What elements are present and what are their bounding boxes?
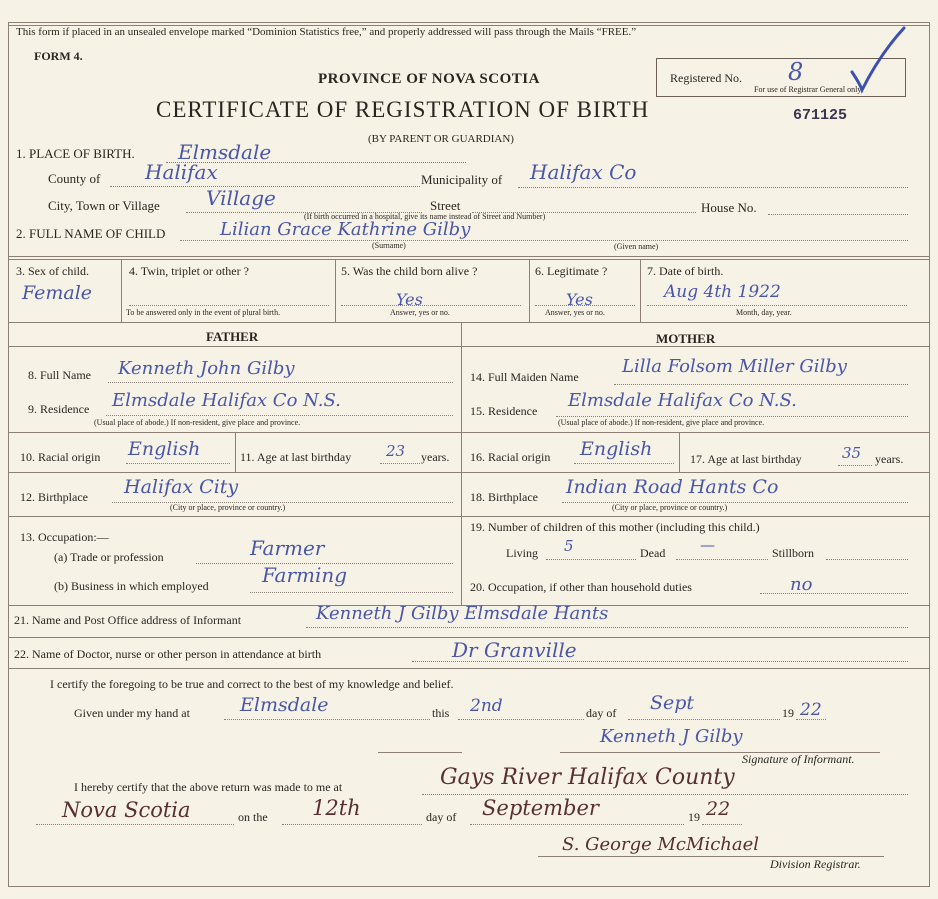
dotted-line — [36, 824, 234, 825]
mother-birthplace-note: (City or place, province or country.) — [612, 503, 728, 512]
surname-note: (Surname) — [372, 241, 406, 250]
alive-note: Answer, yes or no. — [390, 308, 450, 317]
dotted-line — [556, 416, 908, 417]
certificate-title: CERTIFICATE OF REGISTRATION OF BIRTH — [156, 97, 650, 122]
father-residence-value: Elmsdale Halifax Co N.S. — [112, 390, 341, 411]
rule — [8, 668, 929, 669]
mother-occupation-label: 20. Occupation, if other than household duties — [470, 580, 692, 594]
rule — [8, 472, 929, 473]
certificate-subtitle: (BY PARENT OR GUARDIAN) — [368, 133, 514, 145]
certify-statement: I certify the foregoing to be true and correct to the best of my knowledge and belief. — [50, 677, 454, 691]
mother-name-value: Lilla Folsom Miller Gilby — [622, 356, 847, 377]
dead-value: — — [700, 536, 715, 554]
father-name-value: Kenneth John Gilby — [118, 358, 295, 379]
registrar-day-of-label: day of — [426, 810, 457, 824]
dead-label: Dead — [640, 546, 666, 560]
envelope-note: This form if placed in an unsealed envelope marked “Dominion Statistics free,” and properly addressed will pass through the Mails “FREE.” — [16, 26, 637, 38]
house-label: House No. — [701, 200, 757, 215]
dotted-line — [702, 824, 742, 825]
signature-line — [378, 752, 462, 753]
given-month: Sept — [650, 692, 695, 714]
dotted-line — [760, 593, 908, 594]
street-label: Street — [430, 198, 461, 213]
dotted-line — [306, 627, 908, 628]
dotted-line — [546, 559, 636, 560]
dotted-line — [768, 214, 908, 215]
right-border — [929, 22, 930, 887]
dotted-line — [458, 719, 584, 720]
father-occupation-label: 13. Occupation:— — [20, 530, 109, 544]
dotted-line — [647, 305, 907, 306]
twin-note: To be answered only in the event of plural birth. — [126, 308, 281, 317]
registrar-signature: S. George McMichael — [562, 834, 760, 855]
dotted-line — [106, 415, 453, 416]
county-label: County of — [48, 171, 101, 186]
county-value: Halifax — [145, 160, 218, 184]
rule — [235, 432, 236, 472]
doctor-label: 22. Name of Doctor, nurse or other person in attendance at birth — [14, 647, 322, 661]
business-value: Farming — [262, 563, 348, 587]
informant-signature-label: Signature of Informant. — [742, 752, 855, 766]
left-border — [8, 22, 9, 887]
mother-residence-note: (Usual place of abode.) If non-resident, give place and province. — [558, 418, 765, 427]
father-birthplace-note: (City or place, province or country.) — [170, 503, 286, 512]
registrar-signature-label: Division Registrar. — [770, 857, 861, 871]
given-place: Elmsdale — [240, 694, 329, 716]
given-day: 2nd — [470, 696, 503, 716]
rule — [461, 322, 462, 605]
living-value: 5 — [564, 537, 574, 555]
rule — [8, 886, 929, 887]
given-label: Given under my hand at — [74, 706, 190, 720]
dotted-line — [422, 794, 908, 795]
dotted-line — [380, 463, 420, 464]
rule — [640, 259, 641, 322]
rule — [8, 432, 929, 433]
registrar-use-note: For use of Registrar General only. — [754, 85, 863, 94]
registered-label: Registered No. — [670, 71, 742, 85]
date-of-birth-label: 7. Date of birth. — [647, 264, 724, 278]
trade-label: (a) Trade or profession — [54, 550, 164, 564]
informant-value: Kenneth J Gilby Elmsdale Hants — [316, 603, 609, 624]
mother-occupation-value: no — [790, 574, 813, 595]
mother-age-label: 17. Age at last birthday — [690, 452, 802, 466]
registrar-year-prefix: 19 — [688, 810, 700, 824]
mother-birthplace-label: 18. Birthplace — [470, 490, 538, 504]
children-label: 19. Number of children of this mother (including this child.) — [470, 520, 760, 534]
business-label: (b) Business in which employed — [54, 579, 209, 593]
mother-birthplace-value: Indian Road Hants Co — [566, 476, 779, 498]
mother-residence-label: 15. Residence — [470, 404, 538, 418]
on-the-label: on the — [238, 810, 268, 824]
registered-value: 8 — [788, 58, 804, 86]
dotted-line — [180, 240, 908, 241]
dotted-line — [574, 463, 674, 464]
place-of-birth-value: Elmsdale — [178, 140, 272, 164]
mother-years-label: years. — [875, 452, 904, 466]
child-name-value: Lilian Grace Kathrine Gilby — [220, 219, 471, 240]
rule — [8, 322, 929, 323]
dotted-line — [224, 719, 430, 720]
hospital-note: (If birth occurred in a hospital, give its name instead of Street and Number) — [304, 212, 546, 221]
mother-age-value: 35 — [842, 444, 862, 462]
given-year-prefix: 19 — [782, 706, 794, 720]
legitimate-label: 6. Legitimate ? — [535, 264, 608, 278]
mother-residence-value: Elmsdale Halifax Co N.S. — [568, 390, 797, 411]
legitimate-note: Answer, yes or no. — [545, 308, 605, 317]
province-heading: PROVINCE OF NOVA SCOTIA — [318, 71, 540, 87]
rule — [8, 346, 929, 347]
checkmark-icon — [850, 24, 910, 94]
alive-label: 5. Was the child born alive ? — [341, 264, 478, 278]
municipality-value: Halifax Co — [530, 160, 637, 184]
doctor-value: Dr Granville — [452, 638, 577, 662]
dotted-line — [826, 559, 908, 560]
registrar-province: Nova Scotia — [62, 798, 191, 822]
twin-label: 4. Twin, triplet or other ? — [129, 264, 249, 278]
date-of-birth-value: Aug 4th 1922 — [664, 282, 781, 302]
dotted-line — [129, 305, 329, 306]
dotted-line — [628, 719, 780, 720]
dotted-line — [250, 592, 453, 593]
father-age-label: 11. Age at last birthday — [240, 450, 352, 464]
dotted-line — [341, 305, 521, 306]
rule — [121, 259, 122, 322]
informant-signature: Kenneth J Gilby — [600, 726, 743, 747]
mother-racial-label: 16. Racial origin — [470, 450, 551, 464]
municipality-label: Municipality of — [421, 172, 503, 187]
father-name-label: 8. Full Name — [28, 368, 91, 382]
rule — [8, 259, 929, 260]
alive-value: Yes — [396, 290, 423, 309]
father-residence-label: 9. Residence — [28, 402, 90, 416]
city-value: Village — [206, 186, 276, 210]
sex-value: Female — [22, 282, 93, 304]
dotted-line — [535, 305, 635, 306]
given-name-note: (Given name) — [614, 242, 659, 251]
sex-label: 3. Sex of child. — [16, 264, 89, 278]
dotted-line — [614, 384, 908, 385]
form-number: FORM 4. — [34, 49, 83, 63]
dotted-line — [126, 463, 230, 464]
trade-value: Farmer — [250, 536, 325, 560]
father-birthplace-value: Halifax City — [124, 476, 239, 498]
mother-heading: MOTHER — [656, 331, 716, 346]
father-years-label: years. — [421, 450, 450, 464]
stamp-number: 671125 — [793, 107, 848, 124]
given-year-suffix: 22 — [800, 700, 822, 720]
father-age-value: 23 — [386, 442, 406, 460]
registrar-day: 12th — [312, 796, 361, 820]
this-label: this — [432, 706, 450, 720]
registrar-place: Gays River Halifax County — [440, 765, 735, 790]
child-name-label: 2. FULL NAME OF CHILD — [16, 226, 166, 241]
registrar-statement: I hereby certify that the above return was made to me at — [74, 780, 343, 794]
dotted-line — [838, 465, 872, 466]
dotted-line — [470, 824, 684, 825]
dotted-line — [108, 382, 453, 383]
father-birthplace-label: 12. Birthplace — [20, 490, 88, 504]
legitimate-value: Yes — [566, 290, 593, 309]
place-of-birth-label: 1. PLACE OF BIRTH. — [16, 146, 135, 161]
day-of-label: day of — [586, 706, 617, 720]
rule — [8, 516, 929, 517]
father-heading: FATHER — [206, 329, 259, 344]
dotted-line — [676, 559, 768, 560]
father-racial-value: English — [128, 438, 201, 460]
stillborn-label: Stillborn — [772, 546, 815, 560]
dotted-line — [518, 187, 908, 188]
mother-name-label: 14. Full Maiden Name — [470, 370, 579, 384]
dotted-line — [282, 824, 422, 825]
registrar-year-suffix: 22 — [706, 798, 731, 820]
living-label: Living — [506, 546, 538, 560]
father-racial-label: 10. Racial origin — [20, 450, 101, 464]
father-residence-note: (Usual place of abode.) If non-resident, give place and province. — [94, 418, 301, 427]
rule — [335, 259, 336, 322]
rule — [529, 259, 530, 322]
rule — [8, 256, 929, 257]
rule — [679, 432, 680, 472]
informant-label: 21. Name and Post Office address of Informant — [14, 613, 242, 627]
mother-racial-value: English — [580, 438, 653, 460]
registrar-month: September — [482, 796, 599, 820]
city-label: City, Town or Village — [48, 198, 160, 213]
date-of-birth-note: Month, day, year. — [736, 308, 792, 317]
